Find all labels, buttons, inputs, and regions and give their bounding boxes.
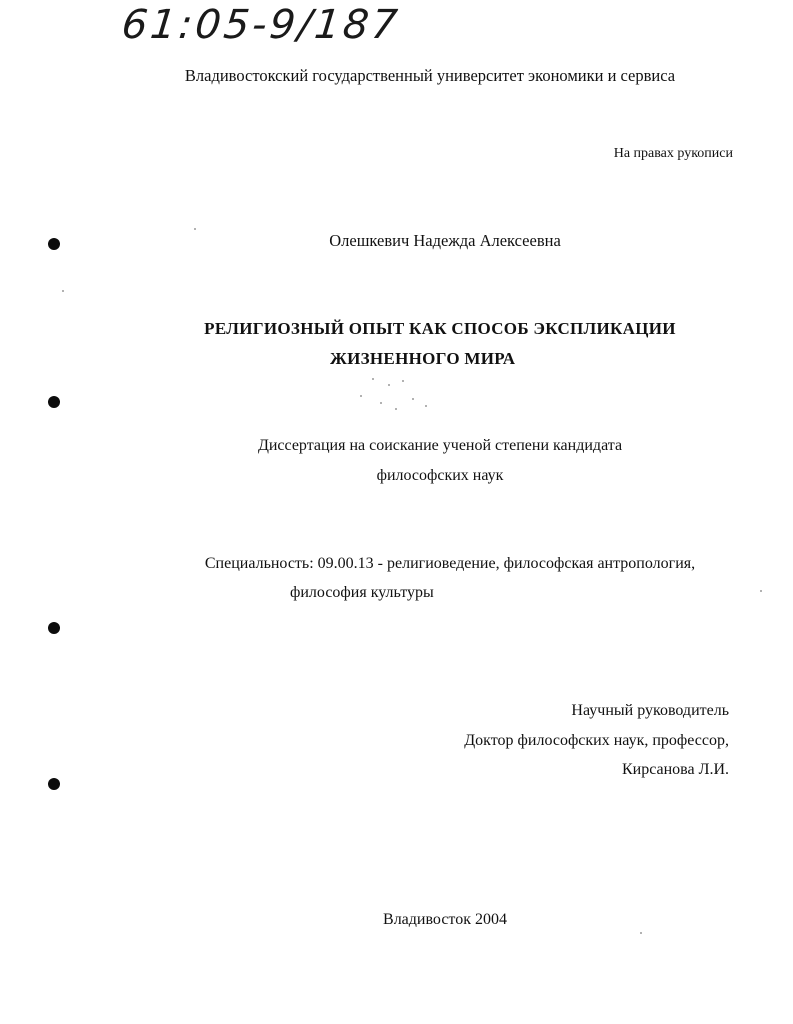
university-name: Владивостокский государственный университет экономики и сервиса (184, 66, 676, 85)
punch-hole-3 (48, 622, 60, 634)
supervisor-degree: Доктор философских наук, профессор, (464, 732, 729, 749)
scan-speck (425, 405, 427, 407)
author-name: Олешкевич Надежда Алексеевна (329, 231, 561, 250)
scan-speck (640, 932, 642, 934)
punch-hole-1 (48, 238, 60, 250)
degree-line-2: философских наук (376, 467, 504, 484)
scan-speck (760, 590, 762, 592)
manuscript-rights-note: На правах рукописи (613, 146, 733, 161)
thesis-title-line-2: ЖИЗНЕННОГО МИРА (330, 349, 516, 368)
scan-speck (402, 380, 404, 382)
thesis-title-line-1: РЕЛИГИОЗНЫЙ ОПЫТ КАК СПОСОБ ЭКСПЛИКАЦИИ (204, 319, 676, 338)
supervisor-name: Кирсанова Л.И. (621, 761, 729, 778)
handwritten-archive-code: 61:05-9/187 (119, 2, 403, 48)
scan-speck (62, 290, 64, 292)
scan-speck (194, 228, 196, 230)
specialty-line-1: Специальность: 09.00.13 - религиоведение, философская антропология, (204, 555, 696, 572)
specialty-line-2: философия культуры (290, 584, 434, 601)
supervisor-role: Научный руководитель (571, 702, 729, 719)
scan-speck (360, 395, 362, 397)
scan-speck (395, 408, 397, 410)
degree-line-1: Диссертация на соискание ученой степени кандидата (257, 437, 623, 454)
punch-hole-2 (48, 396, 60, 408)
scan-speck (372, 378, 374, 380)
scan-speck (412, 398, 414, 400)
scan-speck (388, 384, 390, 386)
punch-hole-4 (48, 778, 60, 790)
scan-speck (380, 402, 382, 404)
city-year: Владивосток 2004 (383, 911, 507, 928)
